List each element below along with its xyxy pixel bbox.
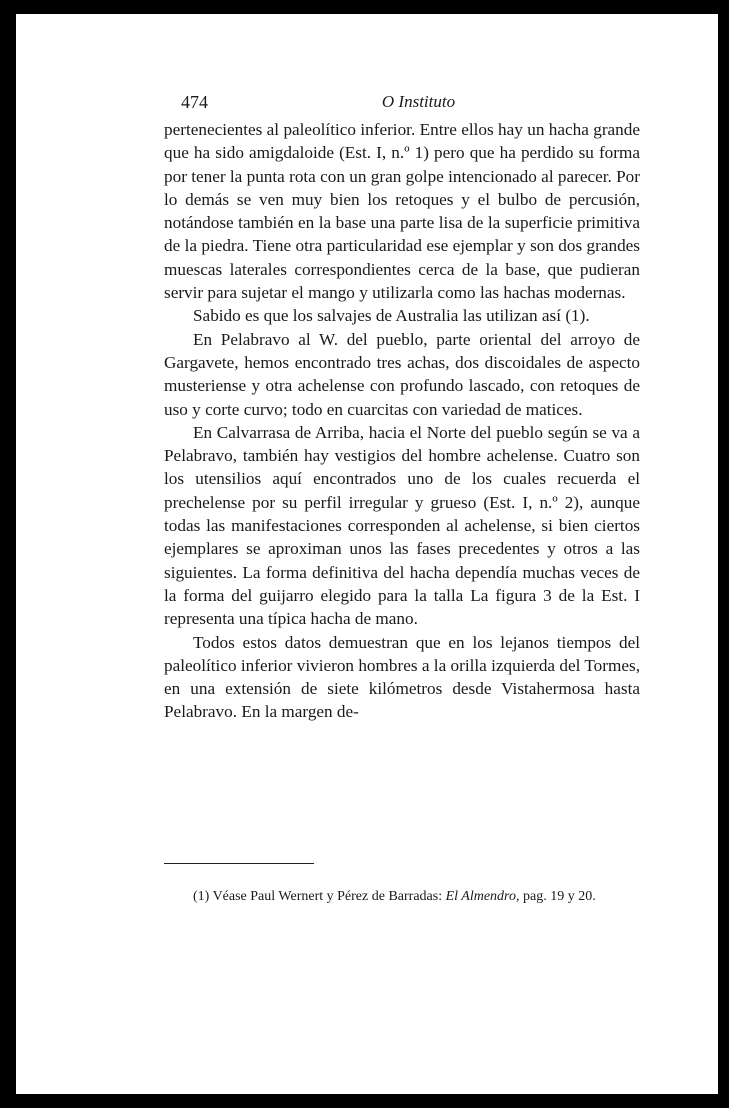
paragraph: Sabido es que los salvajes de Australia las utilizan así (1). xyxy=(193,306,590,326)
footnote-separator xyxy=(164,863,314,864)
paragraph: En Pelabravo al W. del pueblo, parte oriental del arroyo de Gargavete, hemos encontrado tres achas, dos discoidales de aspecto musteriense y otra achelense con profundo lascado, con retoques de uso y corte curvo; todo en cuarcitas con variedad de matices. xyxy=(164,329,640,419)
page-header xyxy=(181,90,656,114)
page-number: 474 xyxy=(181,92,208,112)
footnote xyxy=(164,886,640,908)
footnote-title: El Almendro, xyxy=(445,889,520,904)
paragraph: En Calvarrasa de Arriba, hacia el Norte del pueblo según se va a Pelabravo, también hay vestigios del hombre achelense. Cuatro son los utensilios aquí encontrados uno de los cuales recuerda el prechelense por su perfil irregular y grueso (Est. I, n.º 2), aunque todas las manifestaciones corresponden al achelense, si bien ciertos ejemplares se aproximan unos las fases precedentes y otros a las siguientes. La forma definitiva del hacha dependía muchas veces de la forma del guijarro elegido para la talla La figura 3 de la Est. I representa una típica hacha de mano. xyxy=(164,422,640,629)
running-title: O Instituto xyxy=(381,92,456,111)
footnote-tail: pag. 19 y 20. xyxy=(519,889,596,904)
body-text xyxy=(164,118,640,724)
paragraph: pertenecientes al paleolítico inferior. Entre ellos hay un hacha grande que ha sido amigdaloide (Est. I, n.º 1) pero que ha perdido su forma por tener la punta rota con un gran golpe intencionado al parecer. Por lo demás se ven muy bien los retoques y el bulbo de percusión, notándose también en la base una parte lisa de la superficie primitiva de la piedra. Tiene otra particularidad ese ejemplar y son dos grandes muescas laterales correspondientes cerca de la base, que pudieran servir para sujetar el mango y utilizarla como las hachas modernas. xyxy=(164,120,640,303)
footnote-lead: (1) Véase Paul Wernert y Pérez de Barradas: xyxy=(193,889,446,904)
paragraph: Todos estos datos demuestran que en los lejanos tiempos del paleolítico inferior vivieron hombres a la orilla izquierda del Tormes, en una extensión de siete kilómetros desde Vistahermosa hasta Pelabravo. En la margen de- xyxy=(164,632,640,722)
